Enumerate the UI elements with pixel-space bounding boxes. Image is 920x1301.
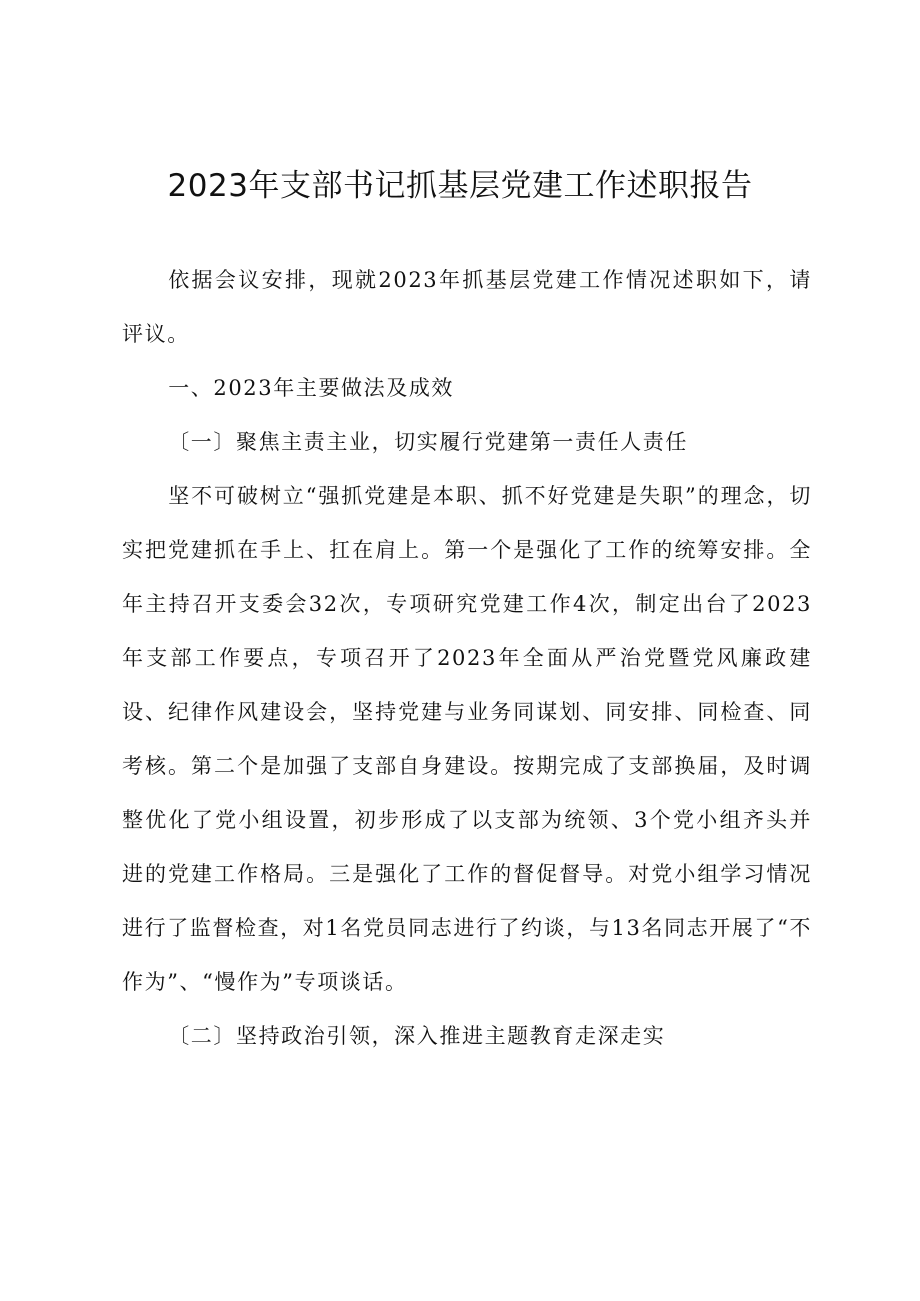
intro-paragraph: 依据会议安排，现就2023年抓基层党建工作情况述职如下，请评议。	[122, 268, 812, 346]
body-paragraph-1: 坚不可破树立“强抓党建是本职、抓不好党建是失职”的理念，切实把党建抓在手上、扛在肩上。第一个是强化了工作的统筹安排。全年主持召开支委会32次，专项研究党建工作4次，制定出台了2023年支部工作要点，专项召开了2023年全面从严治党暨党风廉政建设、纪律作风建设会，坚持党建与业务同谋划、同安排、同检查、同考核。第二个是加强了支部自身建设。按期完成了支部换届，及时调整优化了党小组设置，初步形成了以支部为统领、3个党小组齐头并进的党建工作格局。三是强化了工作的督促督导。对党小组学习情况进行了监督检查，对1名党员同志进行了约谈，与13名同志开展了“不作为”、“慢作为”专项谈话。	[122, 484, 813, 994]
document-title: 2023年支部书记抓基层党建工作述职报告	[167, 168, 753, 204]
subsection-heading-2: 〔二〕坚持政治引领，深入推进主题教育走深走实	[168, 1024, 666, 1048]
subsection-heading-1: 〔一〕聚焦主责主业，切实履行党建第一责任人责任	[168, 430, 688, 454]
section-heading-1: 一、2023年主要做法及成效	[168, 376, 455, 400]
document-body	[122, 253, 812, 1063]
